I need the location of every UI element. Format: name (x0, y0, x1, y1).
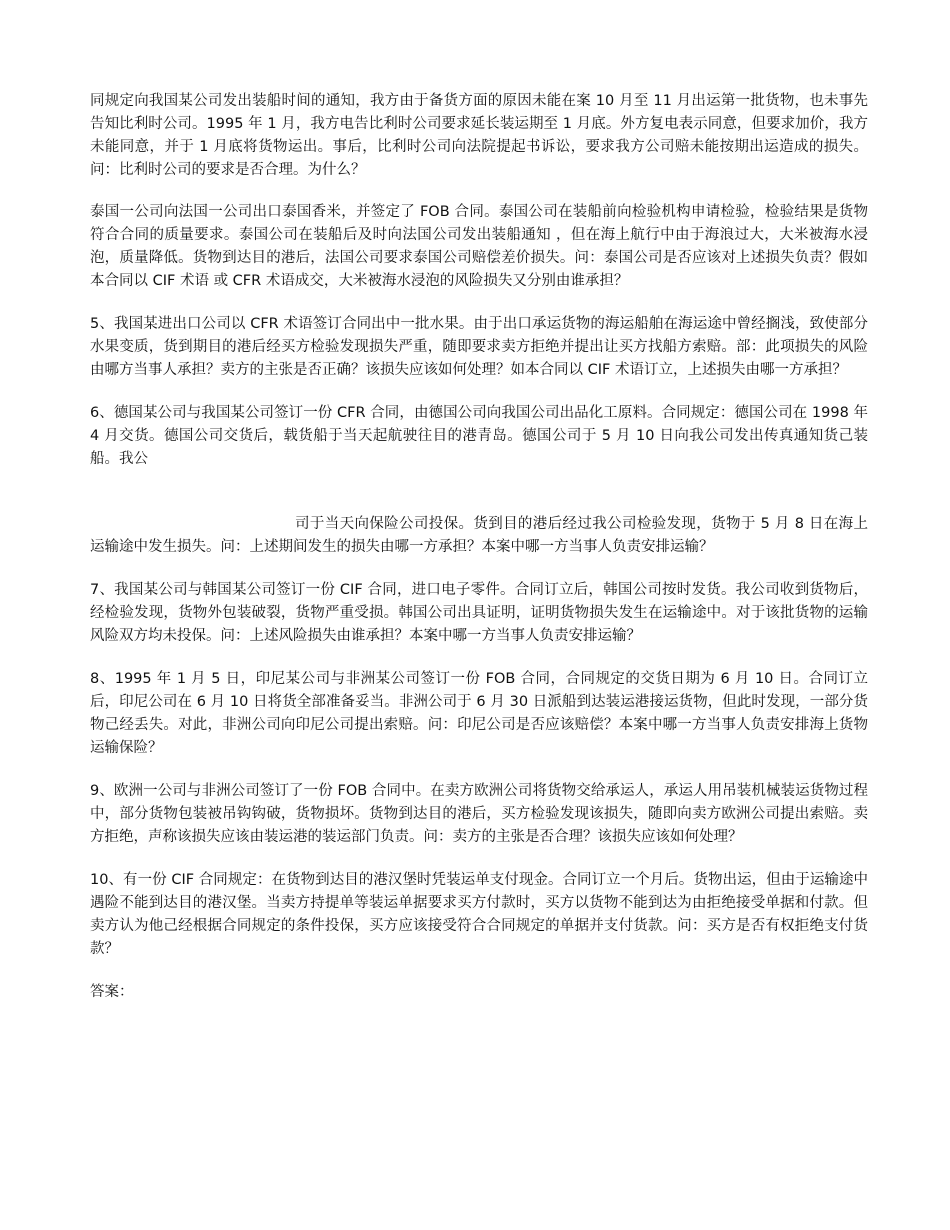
paragraph-case-10: 10、有一份 CIF 合同规定：在货物到达目的港汉堡时凭装运单支付现金。合同订立一个月后。货物出运，但由于运输途中遇险不能到达目的港汉堡。当卖方持提单等装运单据要求买方付款时，买方以货物不能到达为由拒绝接受单据和付款。但卖方认为他己经根据合同规定的条件投保，买方应该接受符合合同规定的单据并支付货款。问：买方是否有权拒绝支付货款？ (90, 872, 868, 957)
paragraph-case-5: 5、我国某进出口公司以 CFR 术语签订合同出中一批水果。由于出口承运货物的海运船舶在海运途中曾经搁浅，致使部分水果变质，货到期目的港后经买方检验发现损失严重，随即要求卖方拒绝并提出让买方找船方索赔。部：此项损失的风险由哪方当事人承担？卖方的主张是否正确？该损失应该如何处理？如本合同以 CIF 术语订立，上述损失由哪一方承担？ (90, 316, 868, 378)
paragraph-case-6-continued: 司于当天向保险公司投保。货到目的港后经过我公司检验发现，货物于 5 月 8 日在海上运输途中发生损失。问：上述期间发生的损失由哪一方承担？本案中哪一方当事人负责安排运输？ (90, 516, 868, 555)
paragraph-case-7: 7、我国某公司与韩国某公司签订一份 CIF 合同，进口电子零件。合同订立后，韩国公司按时发货。我公司收到货物后，经检验发现，货物外包装破裂，货物严重受损。韩国公司出具证明，证明货物损失发生在运输途中。对于该批货物的运输风险双方均未投保。问：上述风险损失由谁承担？本案中哪一方当事人负责安排运输？ (90, 582, 868, 644)
paragraph-case-intro-continued: 同规定向我国某公司发出装船时间的通知，我方由于备货方面的原因未能在案 10 月至 11 月出运第一批货物，也未事先告知比利时公司。1995 年 1 月，我方电告比利时公司要求延长装运期至 1 月底。外方复电表示同意，但要求加价，我方未能同意，并于 1 月底将货物运出。事后，比利时公司向法院提起书诉讼，要求我方公司赔未能按期出运造成的损失。问：比利时公司的要求是否合理。为什么？ (90, 93, 868, 178)
paragraph-case-thai-rice: 泰国一公司向法国一公司出口泰国香米，并签定了 FOB 合同。泰国公司在装船前向检验机构申请检验，检验结果是货物符合合同的质量要求。泰国公司在装船后及时向法国公司发出装船通知 ，但在海上航行中由于海浪过大，大米被海水浸泡，质量降低。货物到达目的港后，法国公司要求泰国公司赔偿差价损失。问：泰国公司是否应该对上述损失负责？假如本合同以 CIF 术语 或 CFR 术语成交，大米被海水浸泡的风险损失又分别由谁承担？ (90, 204, 868, 289)
document-page (90, 90, 868, 1004)
paragraph-case-8: 8、1995 年 1 月 5 日，印尼某公司与非洲某公司签订一份 FOB 合同，合同规定的交货日期为 6 月 10 日。合同订立后，印尼公司在 6 月 10 日将货全部准备妥当。非洲公司于 6 月 30 日派船到达装运港接运货物，但此时发现，一部分货物己经丢失。对此，非洲公司向印尼公司提出索赔。问：印尼公司是否应该赔偿？本案中哪一方当事人负责安排海上货物运输保险？ (90, 671, 868, 756)
paragraph-case-9: 9、欧洲一公司与非洲公司签订了一份 FOB 合同中。在卖方欧洲公司将货物交给承运人，承运人用吊装机械装运货物过程中，部分货物包装被吊钩钩破，货物损坏。货物到达目的港后，买方检验发现该损失，随即向卖方欧洲公司提出索赔。卖方拒绝，声称该损失应该由装运港的装运部门负责。问：卖方的主张是否合理？该损失应该如何处理？ (90, 783, 868, 845)
page-break-gap (90, 471, 868, 513)
paragraph-case-6: 6、德国某公司与我国某公司签订一份 CFR 合同，由德国公司向我国公司出品化工原料。合同规定：德国公司在 1998 年 4 月交货。德国公司交货后，载货船于当天起航驶往目的港青岛。德国公司于 5 月 10 日向我公司发出传真通知货己装船。我公 (90, 405, 868, 467)
answer-label: 答案： (90, 984, 134, 1000)
